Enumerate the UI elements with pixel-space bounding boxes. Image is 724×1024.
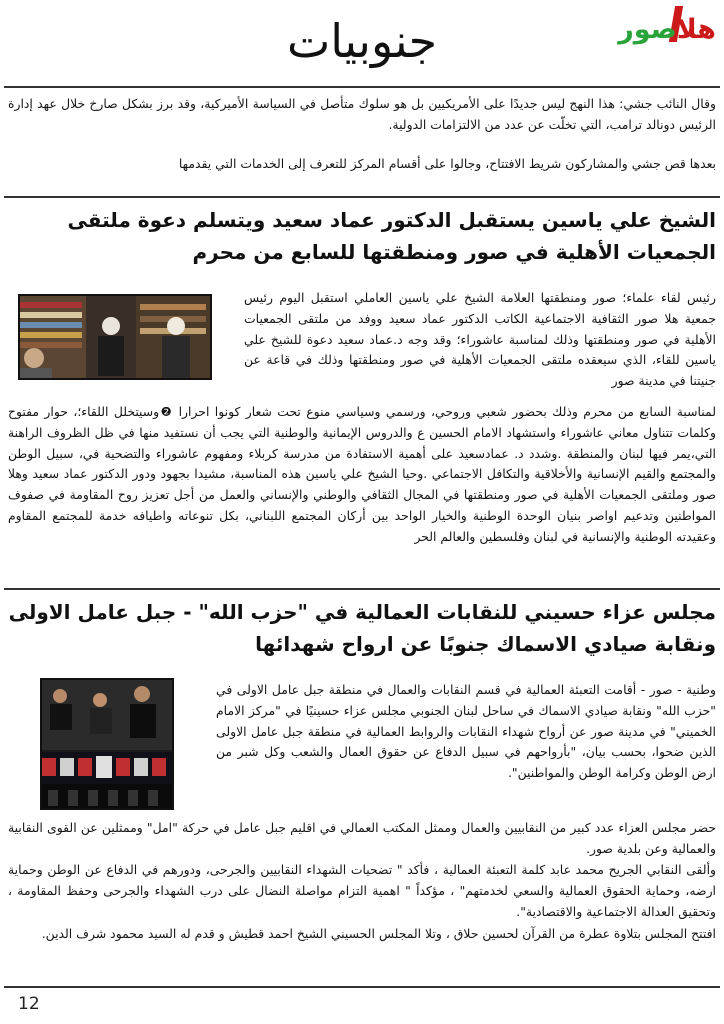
logo-main-text: هلا (676, 14, 716, 45)
footer-divider (4, 986, 720, 988)
article-1-body: لمناسبة السابع من محرم وذلك بحضور شعبي وروحي، ورسمي وسياسي منوع تحت شعار كونوا احرارا ❷وسيتخلل اللقاء؛، حوار مفتوح وكلمات تتناول معاني عاشوراء واستشهاد الامام الحسين ع والدروس الإيمانية والوطنية التي يجب أن نستفيد منها في ظل الظروف الراهنة التي،يمر فيها لبنان والمنطقة .وشدد د. عمادسعيد على أهمية الاستفادة من مدرسة كربلاء ومفهوم عاشوراء والتضحية في، سبيل الوطن والمجتمع والقيم الإنسانية والأخلاقية والتكافل الاجتماعي .وحيا الشيخ علي ياسين هذه المناسبة، مشيدا بجهود ودور الدكتور عماد سعيد وهلا صور وملتقى الجمعيات الأهلية في صور ومنطقتها في المجال الثقافي والوطني والإنساني والعمل من أجل تعزيز روح المقاومة في صفوف المواطنين وتدعيم اواصر بنيان الوحدة الوطنية والخيار الواحد بين أركان المجتمع اللبناني، بكل تنوعاته واطيافه خدمة للمجتمع المقاوم وعقيدته الوطنية والإنسانية في لبنان وفلسطين والعالم الحر (8, 404, 716, 544)
article-1-photo (18, 294, 212, 380)
section-divider-2 (4, 588, 720, 590)
masthead-divider (4, 86, 720, 88)
article-1-lead: رئيس لقاء علماء؛ صور ومنطقتها العلامة الشيخ علي ياسين العاملي استقبل اليوم رئيس جمعية هلا صور الثقافية الاجتماعية الكاتب الدكتور عماد سعيد ووفد من ملتقى الجمعيات الأهلية في صور ومنطقتها وذلك لمناسبة عاشوراء؛ وقد وجه د.عماد سعيد دعوة للشيخ علي ياسين للقاء، الذي سيعقده ملتقى الجمعيات الأهلية في صور ومنطقتها وذلك في قاعة عن جنيتنا في مدينة صور (244, 290, 716, 389)
section-divider (4, 196, 720, 198)
article-2-headline: مجلس عزاء حسيني للنقابات العمالية في "حزب الله" - جبل عامل الاولى ونقابة صيادي الاسماك جنوبًا عن ارواح شهدائها (8, 600, 716, 656)
article-2 (8, 596, 716, 986)
logo-accent-text: صور (618, 14, 677, 45)
article-2-paragraph-1: حضر مجلس العزاء عدد كبير من النقابيين والعمال وممثل المكتب العمالي في اقليم جبل عامل في حركة "امل" وممثلين عن القوى النقابية والعمالية وعن بلدية صور. (8, 820, 716, 856)
meeting-photo-icon (18, 296, 210, 380)
article-2-paragraph-3: افتتح المجلس بتلاوة عطرة من القرآن لحسين حلاق ، وتلا المجلس الحسيني الشيخ احمد قطيش و قدم له السيد محمود شرف الدين. (41, 926, 716, 941)
article-1-headline: الشيخ علي ياسين يستقبل الدكتور عماد سعيد ويتسلم دعوة ملتقى الجمعيات الأهلية في صور ومنطقتها للسابع من محرم (67, 208, 716, 264)
logo-wordmark (618, 14, 716, 45)
brand-logo (612, 6, 716, 54)
memorial-photo-icon (40, 680, 172, 810)
article-2-paragraph-2: وألقى النقابي الجريح محمد عابد كلمة التعبئة العمالية ، فأكد " تضحيات الشهداء النقابيين والجرحى، ودورهم في الدفاع عن الوطن وحماية ارضه، وحماية الحقوق العمالية والسعي لخدمتهم" ، مؤكداً " اهمية التزام مواصلة النضال على درب الشهداء والجرحى وحفظ المقاومة ، وتحقيق العدالة الاجتماعية والاقتصادية". (8, 862, 716, 919)
article-2-lead: وطنية - صور - أقامت التعبئة العمالية في قسم النقابات والعمال في منطقة جبل عامل الاولى في "حزب الله" ونقابة صيادي الاسماك في ساحل لبنان الجنوبي مجلس عزاء حسينيًا في "مركز الامام الخميني" في مدينة صور عن أرواح شهداء النقابات والروابط العمالية في منطقة جبل عامل الاولى الذين ضحوا، بحسب بيان، "بأرواحهم في سبيل الدفاع عن حقوق العمال والشعب وكل شبر من ارض الوطن وكرامة الوطن والمواطنين". (216, 682, 716, 781)
intro-section (8, 94, 716, 174)
section-title: جنوبيات (286, 14, 438, 68)
intro-paragraph-1: وقال النائب جشي: هذا النهج ليس جديدًا على الأمريكيين بل هو سلوك متأصل في السياسة الأميركية، وقد برز بشكل صارخ خلال عهد إدارة الرئيس دونالد ترامب، التي تخلّت عن عدد من الالتزامات الدولية. (8, 96, 716, 132)
page-number: 12 (18, 994, 40, 1014)
intro-paragraph-2: بعدها قص جشي والمشاركون شريط الافتتاح، وجالوا على أقسام المركز للتعرف إلى الخدمات التي يقدمها (178, 155, 716, 171)
article-1 (8, 204, 716, 576)
article-2-photo (40, 678, 174, 810)
masthead (0, 0, 724, 86)
